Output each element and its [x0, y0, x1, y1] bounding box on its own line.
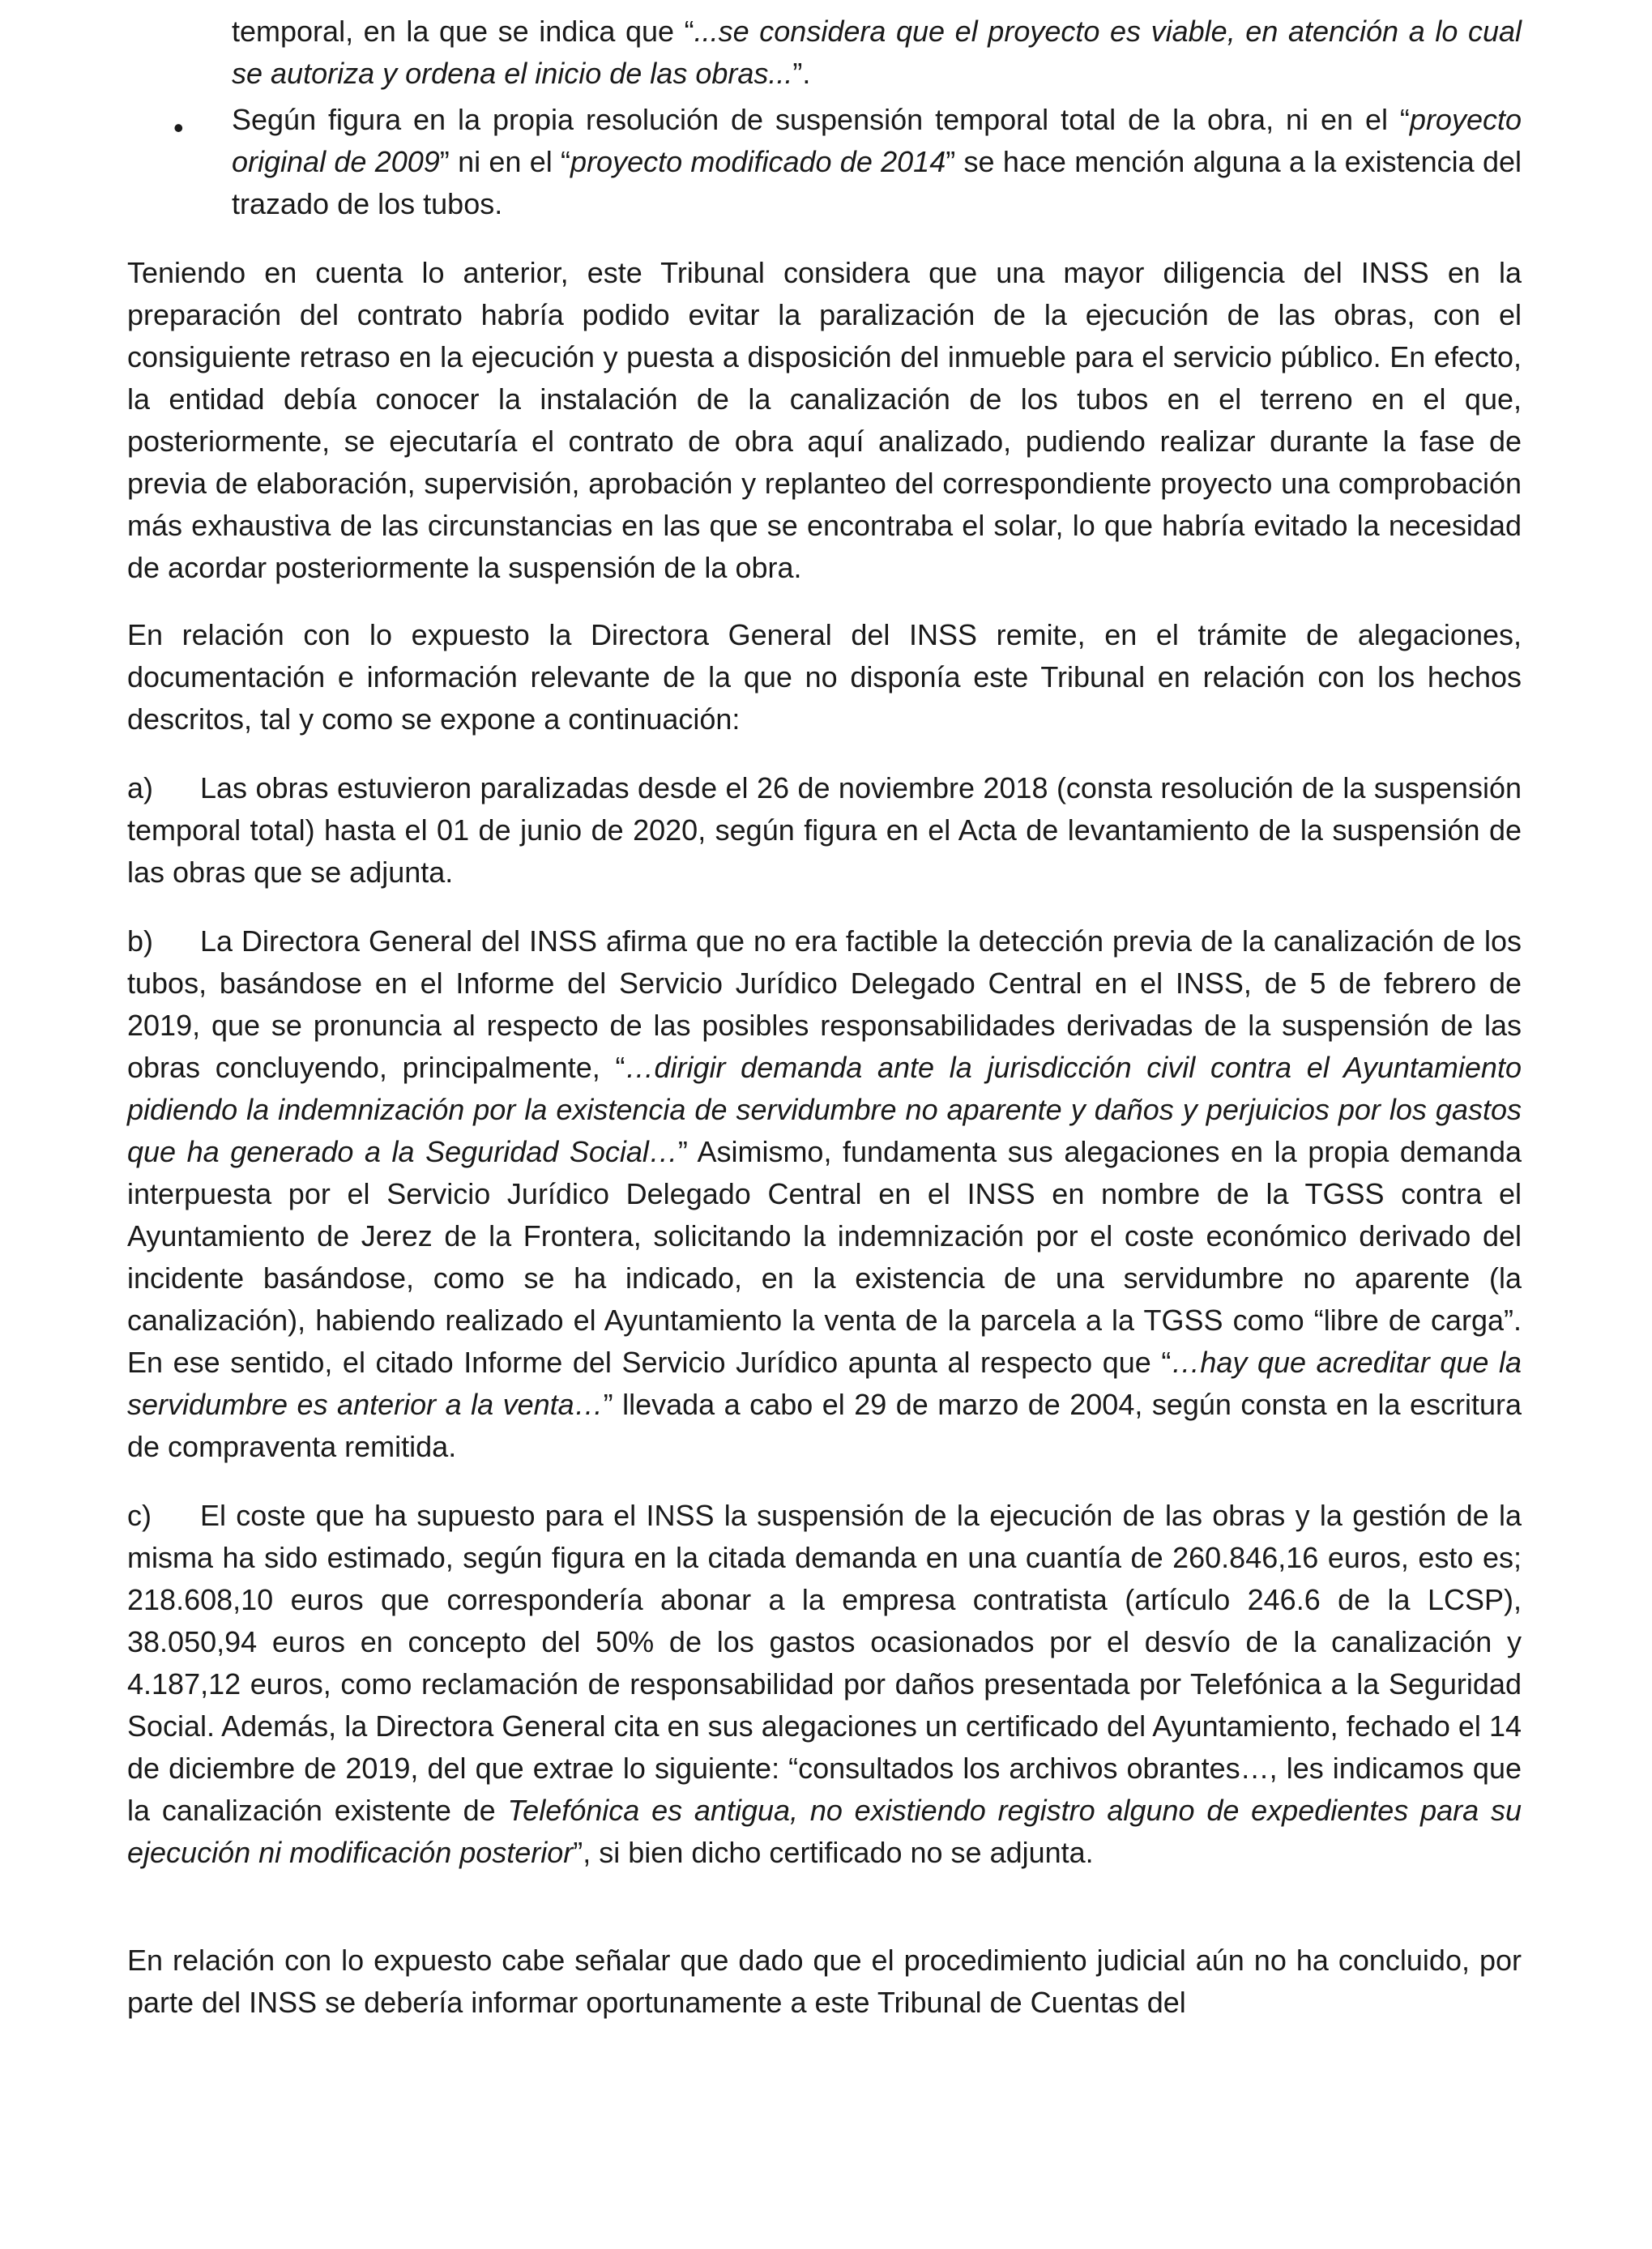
- bullet-item-1-text-2: ”.: [792, 57, 811, 90]
- list-item-b-label: b): [127, 924, 154, 958]
- paragraph-2: En relación con lo expuesto la Directora General del INSS remite, en el trámite de alegaciones, documentación e información relevante de la que no disponía este Tribunal en relación con los hechos descritos, tal y como se expone a continuación:: [127, 618, 1522, 736]
- paragraph-3: En relación con lo expuesto cabe señalar que dado que el procedimiento judicial aún no ha concluido, por parte del INSS se debería informar oportunamente a este Tribunal de Cuentas del: [127, 1944, 1522, 2019]
- bullet-item-2-text-3: ” se hace mención alguna a la existencia del trazado de los tubos.: [232, 145, 1522, 220]
- list-item-c-text-2: ”, si bien dicho certificado no se adjunta.: [573, 1836, 1094, 1869]
- list-item-c-text-1: El coste que ha supuesto para el INSS la suspensión de la ejecución de las obras y la gestión de la misma ha sido estimado, según figura en la citada demanda en una cuantía de 260.846,16 euros, esto es; 218.608,10 euros que correspondería abonar a la empresa contratista (artículo 246.6 de la LCSP), 38.050,94 euros en concepto del 50% de los gastos ocasionados por el desvío de la canalización y 4.187,12 euros, como reclamación de responsabilidad por daños presentada por Telefónica a la Seguridad Social. Además, la Directora General cita en sus alegaciones un certificado del Ayuntamiento, fechado el 14 de diciembre de 2019, del que extrae lo siguiente: “consultados los archivos obrantes…, les indicamos que la canalización existente de: [127, 1499, 1522, 1827]
- list-item-c-label: c): [127, 1499, 152, 1532]
- bullet-item-2-italic-2: proyecto modificado de 2014: [570, 145, 946, 178]
- bullet-item-2-text-1: Según figura en la propia resolución de suspensión temporal total de la obra, ni en el “: [232, 103, 1410, 136]
- list-item-b-text-2: ” Asimismo, fundamenta sus alegaciones en la propia demanda interpuesta por el Servicio Jurídico Delegado Central en el INSS en nombre de la TGSS contra el Ayuntamiento de Jerez de la Frontera, solicitando la indemnización por el coste económico derivado del incidente basándose, como se ha indicado, en la existencia de una servidumbre no aparente (la canalización), habiendo realizado el Ayuntamiento la venta de la parcela a la TGSS como “libre de carga”. En ese sentido, el citado Informe del Servicio Jurídico apunta al respecto que “: [127, 1135, 1522, 1379]
- bullet-marker: •: [173, 111, 184, 144]
- list-item-a-text: Las obras estuvieron paralizadas desde el 26 de noviembre 2018 (consta resolución de la suspensión temporal total) hasta el 01 de junio de 2020, según figura en el Acta de levantamiento de la suspensión de las obras que se adjunta.: [127, 771, 1522, 889]
- list-item-b-text-1: La Directora General del INSS afirma que no era factible la detección previa de la canalización de los tubos, basándose en el Informe del Servicio Jurídico Delegado Central en el INSS, de 5 de febrero de 2019, que se pronuncia al respecto de las posibles responsabilidades derivadas de la suspensión de las obras concluyendo, principalmente, “: [127, 924, 1522, 1084]
- list-item-a-label: a): [127, 771, 154, 804]
- bullet-item-1-text-1: temporal, en la que se indica que “: [232, 15, 694, 48]
- bullet-item-2-italic-1: proyecto original de 2009: [232, 103, 1522, 178]
- list-item-c: [127, 1495, 1522, 1874]
- bullet-item-2: [232, 99, 1522, 225]
- bullet-item-1: [232, 11, 1522, 95]
- list-item-a: [127, 767, 1522, 894]
- list-item-b-quote-1: …dirigir demanda ante la jurisdicción civil contra el Ayuntamiento pidiendo la indemnización por la existencia de servidumbre no aparente y daños y perjuicios por los gastos que ha generado a la Seguridad Social…: [127, 1051, 1522, 1168]
- list-item-b-quote-2: …hay que acreditar que la servidumbre es anterior a la venta…: [127, 1346, 1522, 1421]
- bullet-item-2-text-2: ” ni en el “: [439, 145, 571, 178]
- list-item-b-text-3: ” llevada a cabo el 29 de marzo de 2004, según consta en la escritura de compraventa remitida.: [127, 1388, 1522, 1463]
- list-item-c-quote: Telefónica es antigua, no existiendo registro alguno de expedientes para su ejecución ni modificación posterior: [127, 1794, 1522, 1869]
- list-item-b: [127, 920, 1522, 1468]
- bullet-item-1-quote: ...se considera que el proyecto es viable, en atención a lo cual se autoriza y ordena el inicio de las obras...: [232, 15, 1522, 90]
- paragraph-1: Teniendo en cuenta lo anterior, este Tribunal considera que una mayor diligencia del INSS en la preparación del contrato habría podido evitar la paralización de la ejecución de las obras, con el consiguiente retraso en la ejecución y puesta a disposición del inmueble para el servicio público. En efecto, la entidad debía conocer la instalación de la canalización de los tubos en el terreno en el que, posteriormente, se ejecutaría el contrato de obra aquí analizado, pudiendo realizar durante la fase de previa de elaboración, supervisión, aprobación y replanteo del correspondiente proyecto una comprobación más exhaustiva de las circunstancias en las que se encontraba el solar, lo que habría evitado la necesidad de acordar posteriormente la suspensión de la obra.: [127, 256, 1522, 584]
